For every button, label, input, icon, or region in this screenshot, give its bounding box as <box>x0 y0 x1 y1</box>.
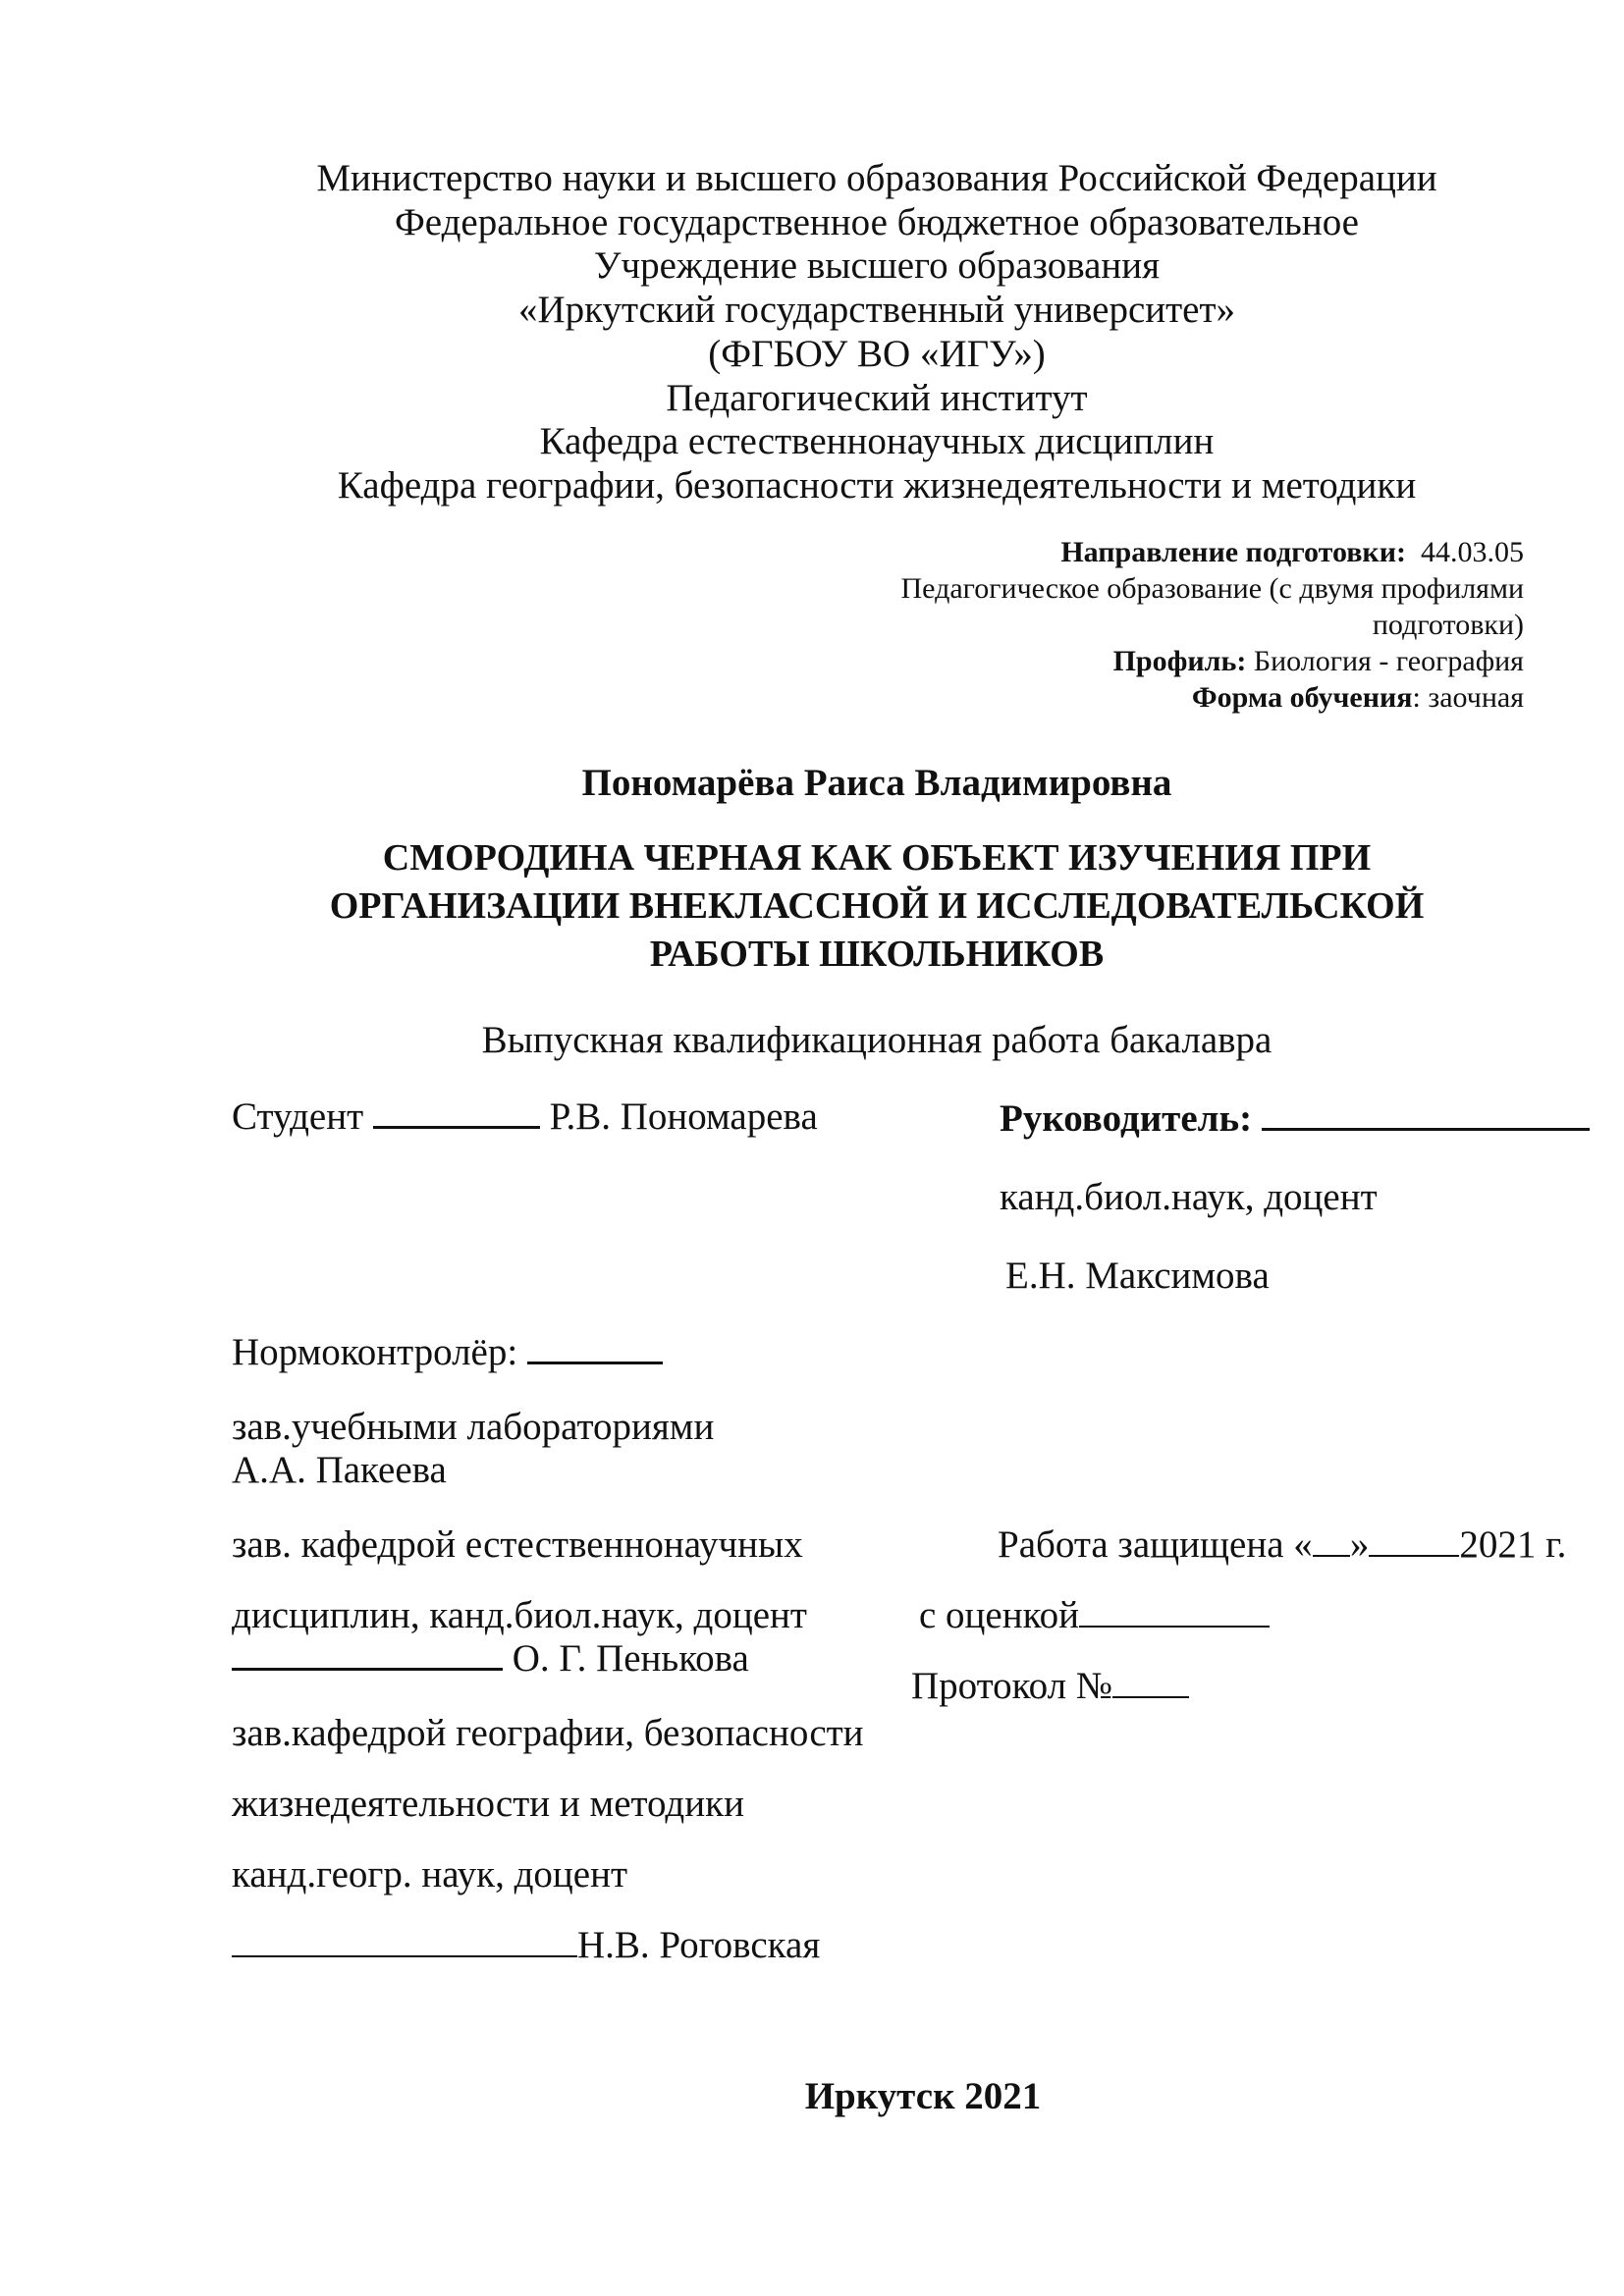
direction-line <box>778 534 1524 570</box>
title-line: РАБОТЫ ШКОЛЬНИКОВ <box>649 934 1105 975</box>
form-label: Форма обучения <box>1191 681 1413 714</box>
normcontrol-line <box>232 1331 663 1374</box>
title-line: ОРГАНИЗАЦИИ ВНЕКЛАССНОЙ И ИССЛЕДОВАТЕЛЬСКОЙ <box>329 885 1425 927</box>
supervisor-name: Е.Н. Максимова <box>1005 1255 1270 1297</box>
thesis-title <box>0 834 1624 979</box>
header-line: Кафедра естественнонаучных дисциплин <box>539 420 1215 463</box>
supervisor-label: Руководитель: <box>1000 1097 1253 1140</box>
header-line: (ФГБОУ ВО «ИГУ») <box>708 332 1046 375</box>
header-line: Учреждение высшего образования <box>593 244 1161 288</box>
protocol-label: Протокол № <box>911 1665 1113 1707</box>
normcontrol-label: Нормоконтролёр: <box>232 1331 518 1373</box>
defense-line <box>998 1523 1566 1567</box>
defense-month-line <box>1369 1527 1459 1557</box>
normcontrol-signature-line <box>527 1334 663 1364</box>
study-details <box>778 534 1524 716</box>
defense-day-line <box>1313 1527 1350 1557</box>
defense-text-mid: » <box>1349 1523 1370 1566</box>
head2-signature-line <box>232 1928 577 1957</box>
protocol-blank-line <box>1112 1669 1189 1698</box>
profile-value: Биология - география <box>1253 645 1524 677</box>
direction-text-cont: подготовки) <box>1372 609 1524 641</box>
student-signature-line <box>373 1098 540 1129</box>
author-name: Пономарёва Раиса Владимировна <box>581 762 1172 804</box>
head2-line2: жизнедеятельности и методики <box>232 1783 744 1825</box>
header-line: «Иркутский государственный университет» <box>517 289 1236 332</box>
direction-label: Направление подготовки: <box>1060 536 1406 568</box>
header-line: Министерство науки и высшего образования Российской Федерации <box>316 157 1437 199</box>
supervisor-line <box>1000 1097 1590 1141</box>
head1-name: О. Г. Пенькова <box>512 1637 749 1680</box>
header-line: Федеральное государственное бюджетное образовательное <box>394 200 1359 243</box>
direction-code: 44.03.05 <box>1421 536 1524 568</box>
profile-label: Профиль: <box>1112 645 1247 677</box>
grade-label: с оценкой <box>919 1594 1079 1636</box>
supervisor-signature-line <box>1262 1100 1590 1131</box>
head1-signature-line <box>232 1640 503 1671</box>
header-line: Педагогический институт <box>666 376 1088 419</box>
head2-line3: канд.геогр. наук, доцент <box>232 1853 628 1896</box>
city-year: Иркутск 2021 <box>804 2075 1042 2117</box>
header-line: Кафедра географии, безопасности жизнедеятельности и методики <box>337 463 1417 507</box>
head2-line1: зав.кафедрой географии, безопасности <box>232 1712 864 1754</box>
protocol-line <box>911 1665 1189 1708</box>
form-value: : заочная <box>1412 681 1524 714</box>
defense-year: 2021 г. <box>1459 1523 1567 1566</box>
student-line <box>232 1095 818 1139</box>
institution-header <box>0 157 1624 508</box>
direction-text: Педагогическое образование (с двумя профилями <box>900 572 1524 605</box>
head1-line2: дисциплин, канд.биол.наук, доцент <box>232 1594 807 1636</box>
head2-name: Н.В. Роговская <box>577 1924 821 1966</box>
defense-text: Работа защищена « <box>998 1523 1313 1566</box>
normcontrol-name: А.А. Пакеева <box>232 1449 447 1491</box>
student-label: Студент <box>232 1095 364 1138</box>
title-line: СМОРОДИНА ЧЕРНАЯ КАК ОБЪЕКТ ИЗУЧЕНИЯ ПРИ <box>382 837 1372 879</box>
supervisor-degree: канд.биол.наук, доцент <box>1000 1176 1378 1218</box>
normcontrol-position: зав.учебными лабораториями <box>232 1406 715 1448</box>
work-type: Выпускная квалификационная работа бакалавра <box>481 1019 1272 1061</box>
grade-line <box>919 1594 1270 1637</box>
head1-signature <box>232 1637 749 1681</box>
student-name: Р.В. Пономарева <box>549 1095 818 1138</box>
grade-blank-line <box>1079 1598 1270 1628</box>
head1-line1: зав. кафедрой естественнонаучных <box>232 1523 803 1566</box>
form-line <box>778 679 1524 716</box>
head2-signature <box>232 1924 820 1967</box>
profile-line <box>778 643 1524 679</box>
